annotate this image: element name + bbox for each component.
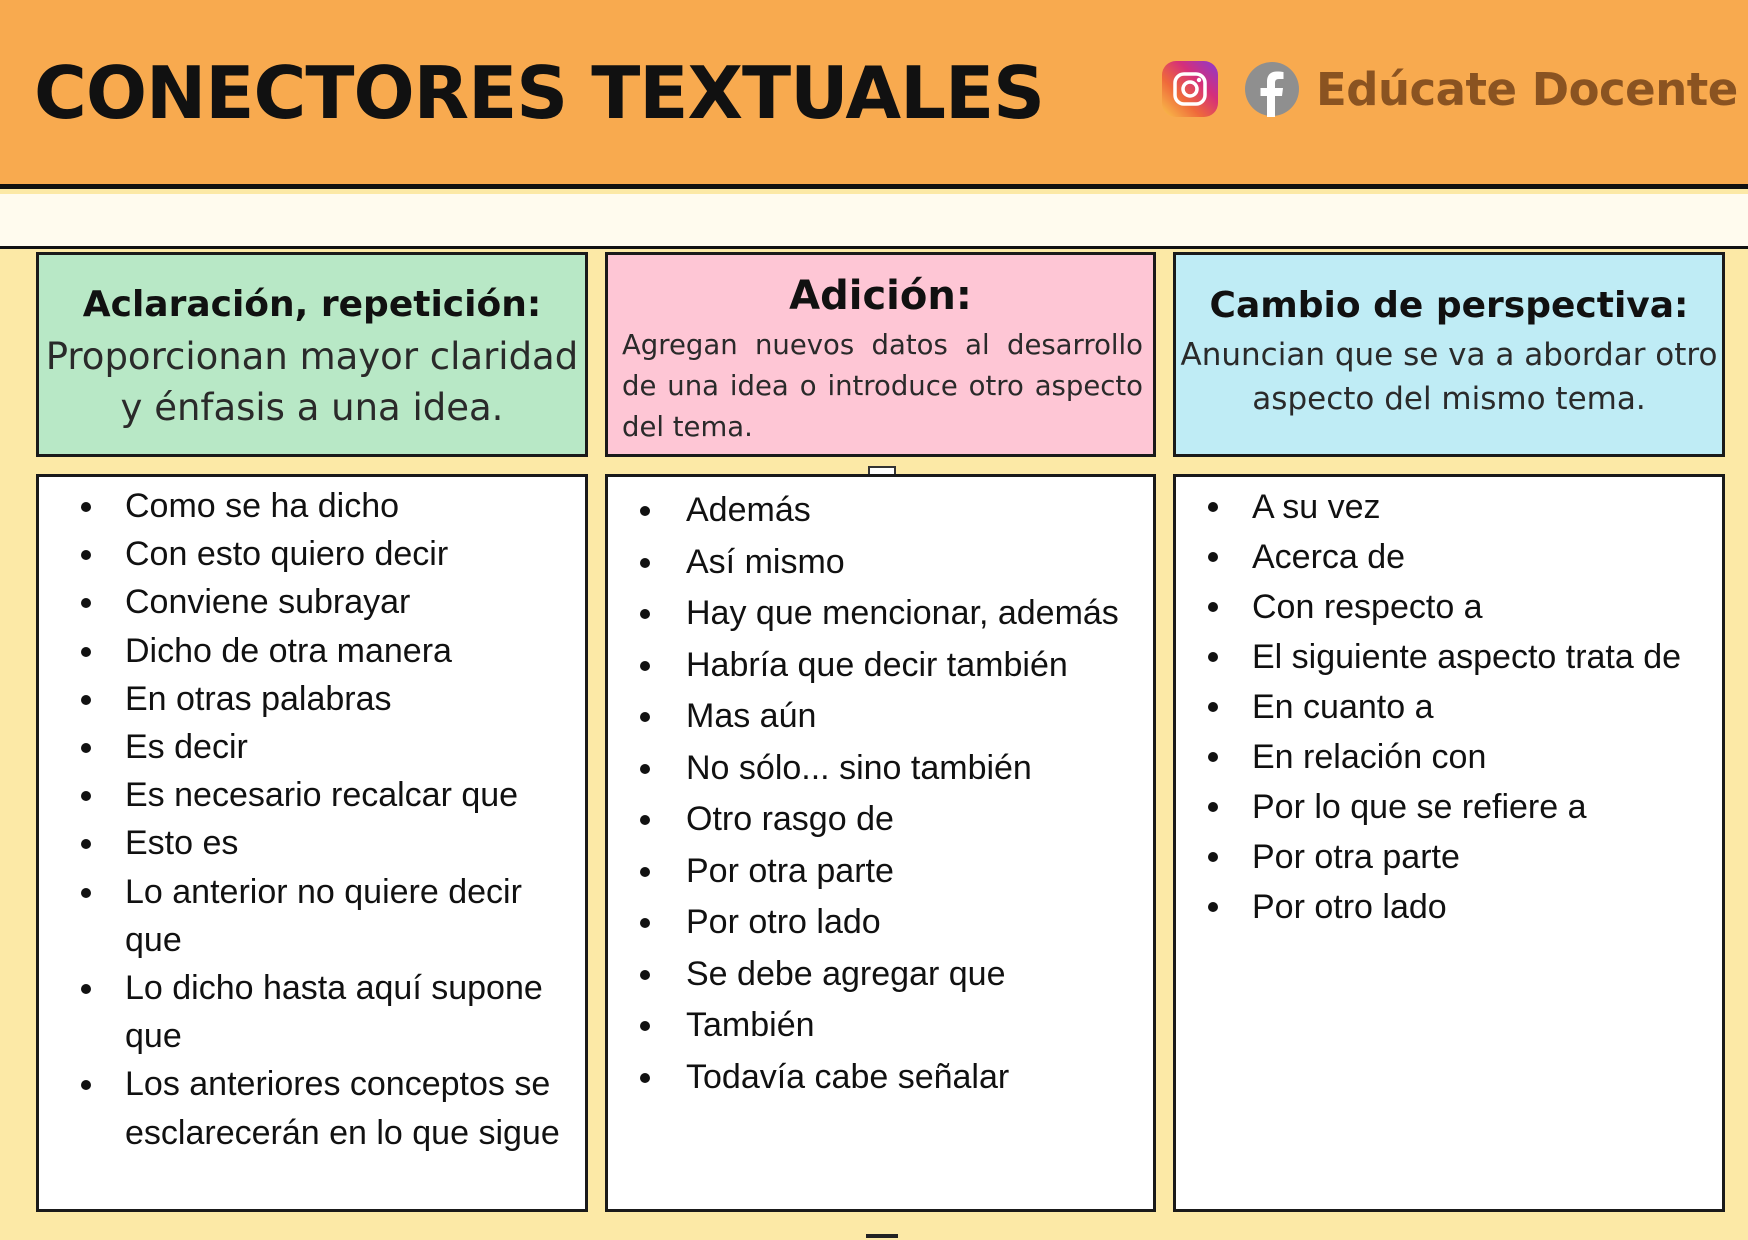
list-item bbox=[1176, 582, 1722, 632]
list-item bbox=[1176, 782, 1722, 832]
list-item bbox=[608, 794, 1153, 846]
bullet-icon bbox=[640, 1073, 650, 1083]
list-item-text: Lo anterior no quiere decir que bbox=[125, 872, 522, 959]
list-item-text: En relación con bbox=[1252, 738, 1487, 776]
bullet-icon bbox=[1208, 652, 1218, 662]
instagram-icon[interactable] bbox=[1162, 61, 1218, 117]
list-item bbox=[1176, 532, 1722, 582]
list-item bbox=[39, 675, 585, 723]
list-item-text: Dicho de otra manera bbox=[125, 631, 452, 670]
list-item bbox=[608, 691, 1153, 743]
bullet-icon bbox=[640, 712, 650, 722]
list-item bbox=[39, 964, 585, 1060]
connector-list-adicion bbox=[605, 474, 1156, 1212]
list-item-text: Es necesario recalcar que bbox=[125, 776, 519, 815]
list-item-text: Así mismo bbox=[686, 542, 845, 581]
facebook-icon[interactable] bbox=[1244, 61, 1300, 117]
list-item-text: Es decir bbox=[125, 728, 248, 767]
list-item-text: El siguiente aspecto trata de bbox=[1252, 638, 1682, 676]
bullet-icon bbox=[640, 506, 650, 516]
list-item bbox=[1176, 482, 1722, 532]
list-item-text: También bbox=[686, 1006, 815, 1044]
list-item-text: Acerca de bbox=[1252, 538, 1406, 576]
bullet-icon bbox=[640, 1021, 650, 1031]
bullet-icon bbox=[1208, 802, 1218, 812]
connector-list bbox=[39, 482, 585, 1157]
list-item bbox=[39, 1060, 585, 1156]
connector-list-aclaracion bbox=[36, 474, 588, 1212]
bullet-icon bbox=[1208, 602, 1218, 612]
list-item bbox=[39, 819, 585, 867]
bullet-icon bbox=[640, 815, 650, 825]
list-item bbox=[608, 1052, 1153, 1104]
list-item-text: No sólo... sino también bbox=[686, 748, 1032, 787]
bullet-icon bbox=[81, 984, 91, 994]
list-item bbox=[608, 743, 1153, 795]
list-item-text: Por otra parte bbox=[1252, 838, 1460, 876]
bullet-icon bbox=[81, 791, 91, 801]
bullet-icon bbox=[1208, 852, 1218, 862]
header-band bbox=[0, 194, 1748, 249]
list-item-text: Como se ha dicho bbox=[125, 487, 400, 525]
list-item bbox=[39, 771, 585, 819]
list-item-text: Otro rasgo de bbox=[686, 800, 894, 838]
bullet-icon bbox=[640, 918, 650, 928]
list-item bbox=[608, 537, 1153, 589]
list-item bbox=[608, 485, 1153, 537]
bullet-icon bbox=[81, 647, 91, 657]
list-item bbox=[39, 578, 585, 626]
list-item bbox=[39, 482, 585, 530]
bullet-icon bbox=[81, 502, 91, 512]
list-item-text: Además bbox=[686, 491, 811, 529]
bullet-icon bbox=[640, 970, 650, 980]
list-item-text: Habría que decir también bbox=[686, 645, 1068, 684]
column-title: Adición: bbox=[789, 273, 972, 319]
list-item bbox=[39, 868, 585, 964]
list-item-text: En cuanto a bbox=[1252, 688, 1434, 726]
list-item bbox=[1176, 832, 1722, 882]
list-item-text: En otras palabras bbox=[125, 679, 392, 718]
list-item-text: Hay que mencionar, además bbox=[686, 594, 1119, 632]
column-header-aclaracion bbox=[36, 252, 588, 457]
list-item bbox=[1176, 682, 1722, 732]
social-links bbox=[1162, 58, 1738, 120]
bullet-icon bbox=[640, 558, 650, 568]
list-item-text: Se debe agregar que bbox=[686, 954, 1006, 993]
list-item-text: Esto es bbox=[125, 824, 239, 863]
column-description: Anuncian que se va a abordar otro aspecto del mismo tema. bbox=[1180, 337, 1718, 417]
list-item-text: Con esto quiero decir bbox=[125, 535, 449, 574]
list-item bbox=[608, 949, 1153, 1001]
list-item bbox=[608, 1000, 1153, 1052]
bullet-icon bbox=[81, 598, 91, 608]
list-item bbox=[608, 897, 1153, 949]
bullet-icon bbox=[81, 695, 91, 705]
bullet-icon bbox=[640, 867, 650, 877]
column-title: Cambio de perspectiva: bbox=[1209, 285, 1689, 326]
connector-list bbox=[1176, 482, 1722, 932]
bullet-icon bbox=[640, 661, 650, 671]
list-item-text: Por otra parte bbox=[686, 851, 894, 890]
bullet-icon bbox=[1208, 502, 1218, 512]
connector-list-cambio-perspectiva bbox=[1173, 474, 1725, 1212]
list-item-text: Por lo que se refiere a bbox=[1252, 788, 1587, 826]
bullet-icon bbox=[81, 550, 91, 560]
list-item-text: Por otro lado bbox=[1252, 888, 1447, 926]
bullet-icon bbox=[1208, 752, 1218, 762]
bullet-icon bbox=[640, 764, 650, 774]
list-item-text: Con respecto a bbox=[1252, 588, 1483, 626]
bullet-icon bbox=[640, 609, 650, 619]
column-description: Agregan nuevos datos al desarrollo de una idea o introduce otro aspecto del tema. bbox=[622, 329, 1143, 443]
list-item-text: A su vez bbox=[1252, 488, 1381, 526]
list-item bbox=[608, 846, 1153, 898]
connector-list bbox=[608, 485, 1153, 1103]
column-header-cambio-perspectiva bbox=[1173, 252, 1725, 457]
list-item bbox=[1176, 882, 1722, 932]
list-item-text: Por otro lado bbox=[686, 903, 881, 941]
list-item bbox=[1176, 732, 1722, 782]
column-header-adicion bbox=[605, 252, 1156, 457]
list-item-text: Mas aún bbox=[686, 697, 817, 735]
header-banner bbox=[0, 0, 1748, 189]
brand-name: Edúcate Docente bbox=[1316, 62, 1738, 116]
bullet-icon bbox=[1208, 902, 1218, 912]
bullet-icon bbox=[81, 839, 91, 849]
list-item bbox=[608, 588, 1153, 640]
column-title: Aclaración, repetición: bbox=[82, 284, 542, 325]
bullet-icon bbox=[81, 888, 91, 898]
page-title: CONECTORES TEXTUALES bbox=[34, 51, 1045, 135]
list-item bbox=[39, 723, 585, 771]
bullet-icon bbox=[81, 1080, 91, 1090]
bullet-icon bbox=[1208, 552, 1218, 562]
list-item-text: Los anteriores conceptos se esclarecerán en lo que sigue bbox=[125, 1065, 560, 1152]
bottom-mark bbox=[866, 1234, 898, 1238]
column-description: Proporcionan mayor claridad y énfasis a una idea. bbox=[45, 335, 579, 429]
list-item bbox=[608, 640, 1153, 692]
list-item bbox=[39, 627, 585, 675]
bullet-icon bbox=[81, 743, 91, 753]
list-item-text: Todavía cabe señalar bbox=[686, 1057, 1010, 1096]
list-item bbox=[39, 530, 585, 578]
list-item-text: Conviene subrayar bbox=[125, 583, 411, 622]
bullet-icon bbox=[1208, 702, 1218, 712]
list-item-text: Lo dicho hasta aquí supone que bbox=[125, 969, 543, 1056]
list-item bbox=[1176, 632, 1722, 682]
